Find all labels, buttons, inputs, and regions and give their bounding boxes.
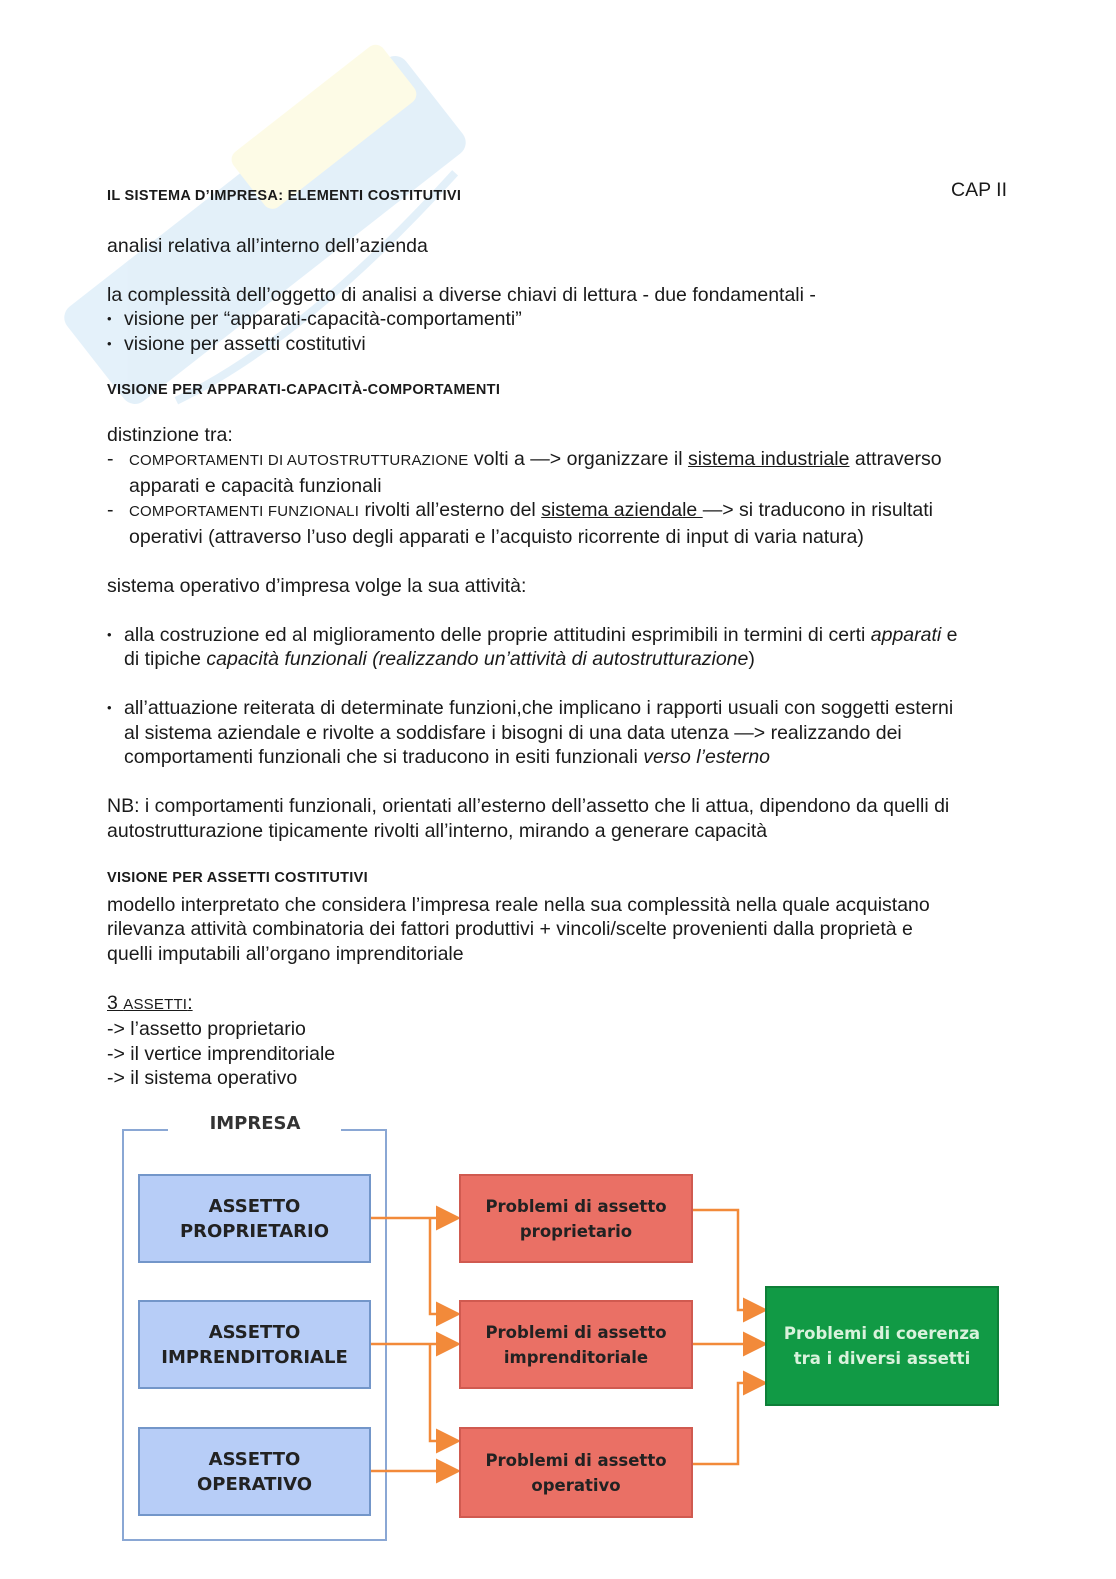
assetto-proprietario-box: ASSETTO PROPRIETARIO [138,1174,371,1263]
operative-lead: sistema operativo d’impresa volge la sua attività: [107,574,527,597]
list-item: • visione per assetti costitutivi [107,332,366,355]
arrow-connector [693,1383,763,1464]
intro-line-1: analisi relativa all’interno dell’azienda [107,234,428,257]
arrow-connector [430,1218,456,1314]
assetto-operativo-box: ASSETTO OPERATIVO [138,1427,371,1516]
distinction-lead: distinzione tra: [107,423,233,446]
list-item: - COMPORTAMENTI FUNZIONALI rivolti all’esterno del sistema aziendale —> si traducono in risultati operativi (attraverso l’uso degli apparati e l’acquisto ricorrente di input di varia natura) [107,499,934,548]
list-item: • visione per “apparati-capacità-comportamenti” [107,308,522,330]
assetti-description: modello interpretato che considera l’impresa reale nella sua complessità nella quale acquistano rilevanza attività combinatoria dei fattori produttivi + vincoli/scelte provenienti dalla proprietà e quelli imputabili all’organo imprenditoriale [107,893,930,965]
arrow-connector [693,1210,763,1310]
problemi-coerenza-box: Problemi di coerenza tra i diversi assetti [765,1286,999,1406]
list-item: • alla costruzione ed al miglioramento delle proprie attitudini esprimibili in termini di certi apparati e di tipiche capacità funzionali (realizzando un’attività di autostrutturazione) [107,623,958,670]
section-heading-apparati: VISIONE PER APPARATI-CAPACITÀ-COMPORTAMENTI [107,382,501,398]
list-item: - COMPORTAMENTI DI AUTOSTRUTTURAZIONE volti a —> organizzare il sistema industriale attraverso apparati e capacità funzionali [107,448,942,497]
problemi-proprietario-box: Problemi di assetto proprietario [459,1174,693,1263]
problemi-operativo-box: Problemi di assetto operativo [459,1427,693,1518]
page-title: IL SISTEMA D’IMPRESA: ELEMENTI COSTITUTIVI [107,188,462,204]
arrow-connector [430,1344,456,1441]
nb-note: NB: i comportamenti funzionali, orientati all’esterno dell’assetto che li attua, dipendono da quelli di autostrutturazione tipicamente rivolti all’interno, mirando a generare capacità [107,795,950,842]
impresa-title: IMPRESA [190,1113,320,1134]
list-item: -> l’assetto proprietario [107,1018,306,1040]
assetti-diagram [0,1100,1116,1579]
document-body [107,178,1007,1091]
intro-line-2: la complessità dell’oggetto di analisi a diverse chiavi di lettura - due fondamentali - [107,283,816,306]
assetti-heading: 3 ASSETTI: [107,991,193,1014]
list-item: -> il sistema operativo [107,1067,298,1089]
chapter-label: CAP II [951,179,1007,201]
list-item: • all’attuazione reiterata di determinate funzioni,che implicano i rapporti usuali con soggetti esterni al sistema aziendale e rivolte a soddisfare i bisogni di una data utenza —> realizzando dei comportamenti funzionali che si traducono in esiti funzionali verso l’esterno [107,697,954,768]
assetto-imprenditoriale-box: ASSETTO IMPRENDITORIALE [138,1300,371,1389]
problemi-imprenditoriale-box: Problemi di assetto imprenditoriale [459,1300,693,1389]
section-heading-assetti: VISIONE PER ASSETTI COSTITUTIVI [107,870,368,886]
list-item: -> il vertice imprenditoriale [107,1042,336,1065]
